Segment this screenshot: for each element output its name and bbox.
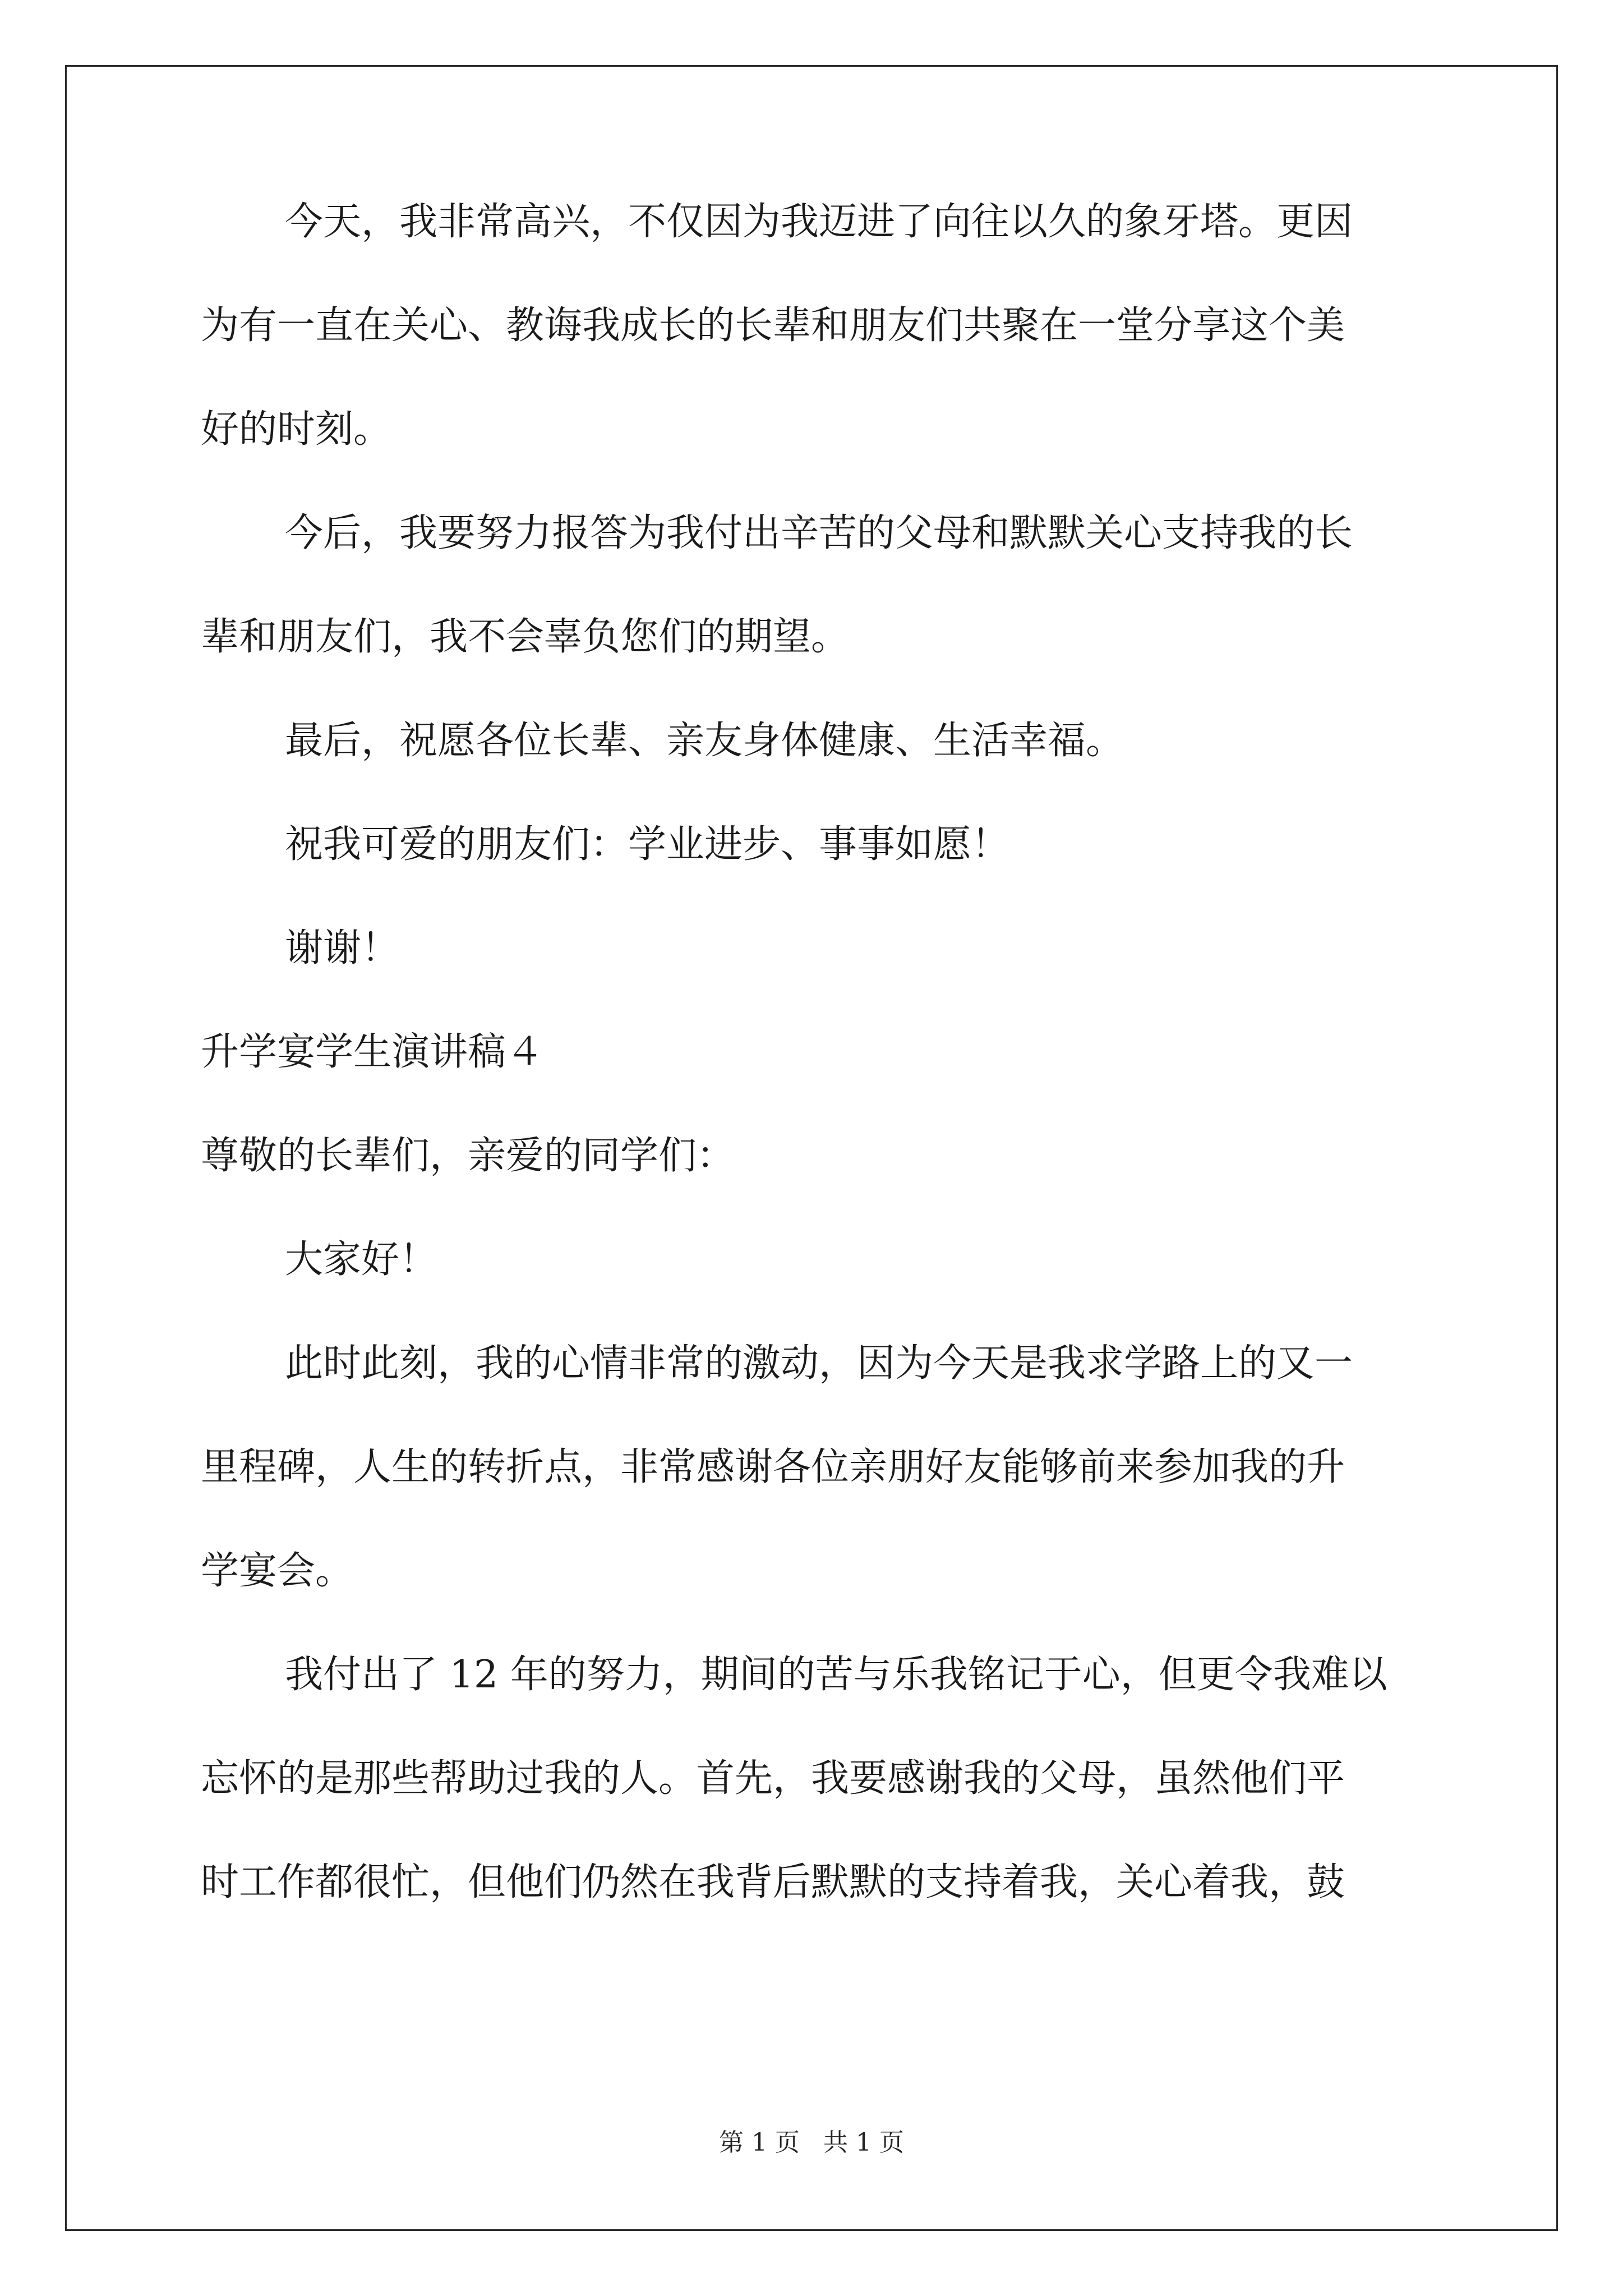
paragraph-line: 辈和朋友们，我不会辜负您们的期望。 [201, 615, 850, 659]
salutation-line: 尊敬的长辈们，亲爱的同学们： [201, 1134, 735, 1178]
paragraph-line: 我付出了 12 年的努力，期间的苦与乐我铭记于心，但更令我难以 [285, 1653, 1387, 1697]
paragraph-line: 今天，我非常高兴，不仅因为我迈进了向往以久的象牙塔。更因 [285, 200, 1353, 244]
paragraph-line: 最后，祝愿各位长辈、亲友身体健康、生活幸福。 [285, 719, 1124, 763]
paragraph-line: 谢谢！ [285, 926, 400, 970]
paragraph-line: 学宴会。 [201, 1549, 354, 1593]
page-total: 共 1 页 [823, 2128, 904, 2157]
paragraph-line: 里程碑，人生的转折点，非常感谢各位亲朋好友能够前来参加我的升 [201, 1445, 1345, 1489]
paragraph-line: 忘怀的是那些帮助过我的人。首先，我要感谢我的父母，虽然他们平 [201, 1756, 1345, 1801]
section-heading: 升学宴学生演讲稿４ [201, 1030, 545, 1074]
page-footer [0, 2126, 1623, 2160]
paragraph-line: 时工作都很忙，但他们仍然在我背后默默的支持着我，关心着我，鼓 [201, 1860, 1345, 1904]
page-number: 第 1 页 [719, 2128, 800, 2157]
greeting-line: 大家好！ [285, 1237, 438, 1282]
paragraph-line: 好的时刻。 [201, 407, 392, 452]
paragraph-line: 此时此刻，我的心情非常的激动，因为今天是我求学路上的又一 [285, 1341, 1353, 1386]
paragraph-line: 今后，我要努力报答为我付出辛苦的父母和默默关心支持我的长 [285, 511, 1353, 555]
paragraph-line: 祝我可爱的朋友们：学业进步、事事如愿！ [285, 822, 1010, 867]
paragraph-line: 为有一直在关心、教诲我成长的长辈和朋友们共聚在一堂分享这个美 [201, 303, 1345, 348]
